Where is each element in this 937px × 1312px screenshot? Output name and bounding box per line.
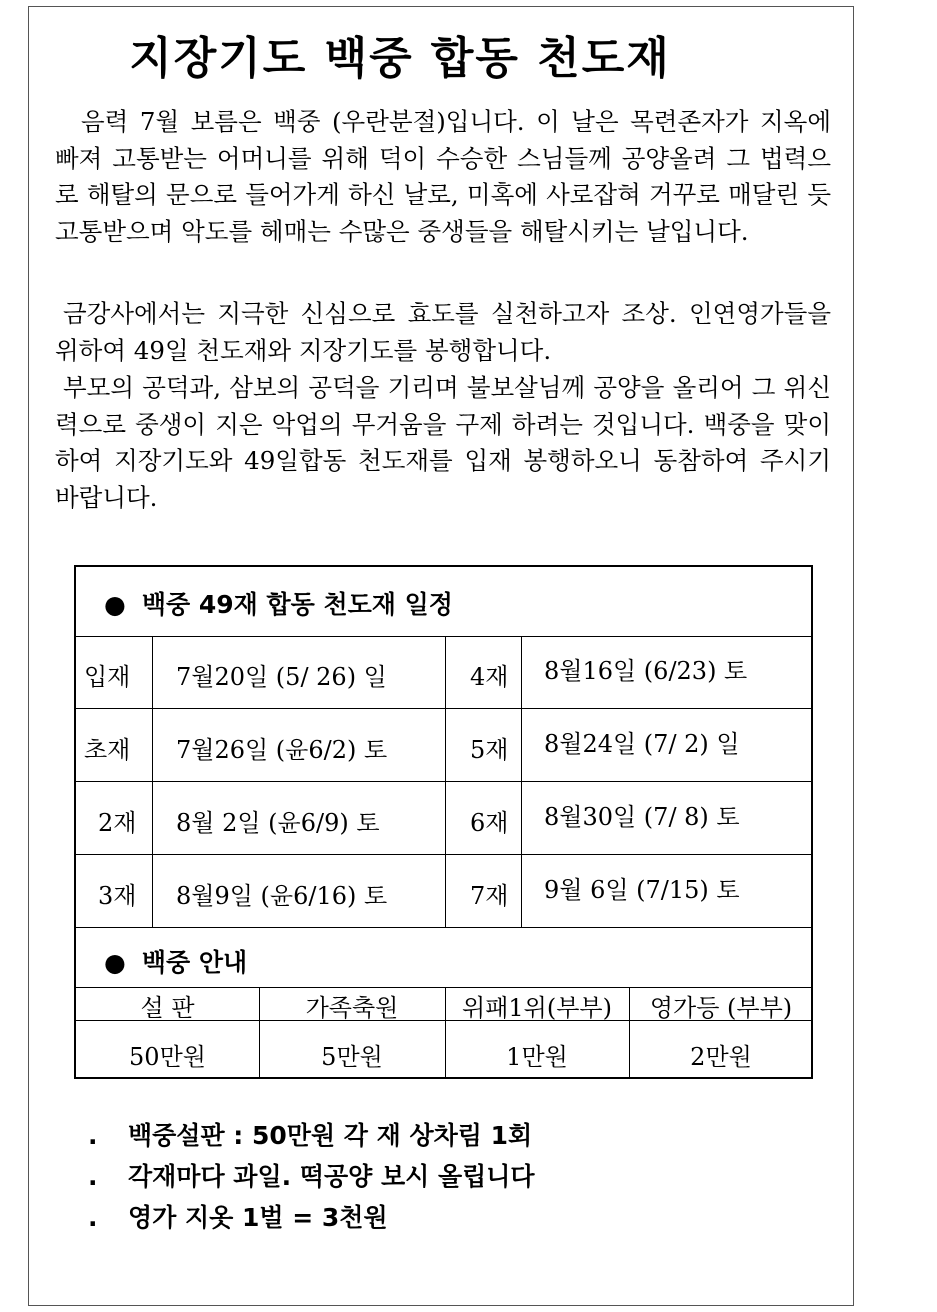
merit-paragraph: 부모의 공덕과, 삼보의 공덕을 기리며 불보살님께 공양을 올리어 그 위신력으로 중생이 지은 악업의 무거움을 구제 하려는 것입니다. 백중을 맞이하여 지장기도와 49일합동 천도재를 입재 봉행하오니 동참하여 주시기 바랍니다.	[55, 373, 831, 512]
schedule-date: 8월 2일 (윤6/9) 토	[176, 809, 380, 837]
schedule-label: 7재	[470, 882, 509, 910]
intro-paragraph: 음력 7월 보름은 백중 (우란분절)입니다. 이 날은 목련존자가 지옥에 빠져 고통받는 어머니를 위해 덕이 수승한 스님들께 공양올려 그 법력으로 해탈의 문으로 들어가게 하신 날로, 미혹에 사로잡혀 거꾸로 매달린 듯 고통받으며 악도를 헤매는 수많은 중생들을 해탈시키는 날입니다.	[55, 107, 831, 246]
schedule-date: 9월 6일 (7/15) 토	[544, 876, 740, 904]
note-item: . 백중설판 : 50만원 각 재 상차림 1회	[88, 1121, 533, 1150]
schedule-label: 입재	[84, 663, 131, 691]
page-title: 지장기도 백중 합동 천도재	[129, 33, 671, 84]
schedule-label: 5재	[470, 736, 509, 764]
schedule-label: 3재	[98, 882, 137, 910]
schedule-heading: ● 백중 49재 합동 천도재 일정	[104, 590, 453, 619]
schedule-date: 8월9일 (윤6/16) 토	[176, 882, 388, 910]
fee-value: 2만원	[690, 1043, 752, 1071]
schedule-label: 초재	[84, 736, 131, 764]
schedule-date: 7월20일 (5/ 26) 일	[176, 663, 387, 691]
fee-value: 1만원	[506, 1043, 568, 1071]
schedule-table	[74, 565, 813, 1079]
fee-header: 가족축원	[305, 994, 399, 1022]
fee-value: 50만원	[129, 1043, 206, 1071]
temple-paragraph: 금강사에서는 지극한 신심으로 효도를 실천하고자 조상. 인연영가들을 위하여 49일 천도재와 지장기도를 봉행합니다.	[55, 299, 831, 365]
fee-header: 영가등 (부부)	[649, 994, 793, 1022]
schedule-date: 8월24일 (7/ 2) 일	[544, 730, 740, 758]
fee-header: 설 판	[140, 994, 195, 1022]
notes-list	[88, 1115, 535, 1238]
schedule-date: 8월16일 (6/23) 토	[544, 657, 748, 685]
schedule-label: 6재	[470, 809, 509, 837]
schedule-label: 4재	[470, 663, 509, 691]
fee-value: 5만원	[321, 1043, 383, 1071]
schedule-date: 7월26일 (윤6/2) 토	[176, 736, 388, 764]
fee-header: 위패1위(부부)	[462, 994, 612, 1022]
schedule-label: 2재	[98, 809, 137, 837]
note-item: . 각재마다 과일. 떡공양 보시 올립니다	[88, 1162, 535, 1191]
schedule-date: 8월30일 (7/ 8) 토	[544, 803, 740, 831]
fee-heading: ● 백중 안내	[104, 948, 248, 977]
note-item: . 영가 지옷 1벌 = 3천원	[88, 1203, 388, 1232]
